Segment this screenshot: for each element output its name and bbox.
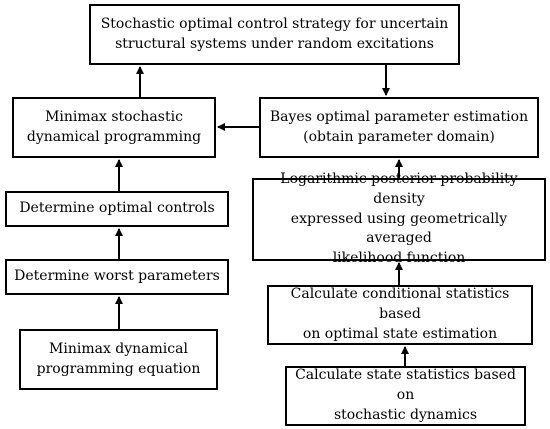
stochastic-control-strategy-box bbox=[89, 4, 460, 65]
determine-optimal-controls-box bbox=[5, 191, 229, 227]
minimax-programming-equation-box bbox=[19, 329, 218, 390]
bayes-parameter-estimation-box bbox=[259, 97, 539, 158]
logarithmic-posterior-box bbox=[252, 170, 546, 267]
minimax-stochastic-programming-box bbox=[12, 97, 216, 158]
determine-optimal-controls-label: Determine optimal controls bbox=[19, 200, 215, 217]
logarithmic-posterior-label: Logarithmic posterior probability density expressed using geometrically averaged likelihood function bbox=[280, 170, 518, 267]
conditional-statistics-label: Calculate conditional statistics based on optimal state estimation bbox=[290, 286, 510, 342]
state-statistics-label: Calculate state statistics based on stochastic dynamics bbox=[295, 367, 516, 423]
determine-worst-parameters-label: Determine worst parameters bbox=[14, 268, 220, 285]
stochastic-control-strategy-label: Stochastic optimal control strategy for uncertain structural systems under random excitations bbox=[100, 15, 449, 52]
determine-worst-parameters-box bbox=[5, 259, 229, 295]
conditional-statistics-box bbox=[267, 285, 533, 345]
minimax-stochastic-programming-label: Minimax stochastic dynamical programming bbox=[26, 108, 202, 145]
bayes-parameter-estimation-label: Bayes optimal parameter estimation (obtain parameter domain) bbox=[269, 108, 529, 145]
minimax-programming-equation-label: Minimax dynamical programming equation bbox=[36, 340, 201, 377]
state-statistics-box bbox=[285, 366, 526, 426]
